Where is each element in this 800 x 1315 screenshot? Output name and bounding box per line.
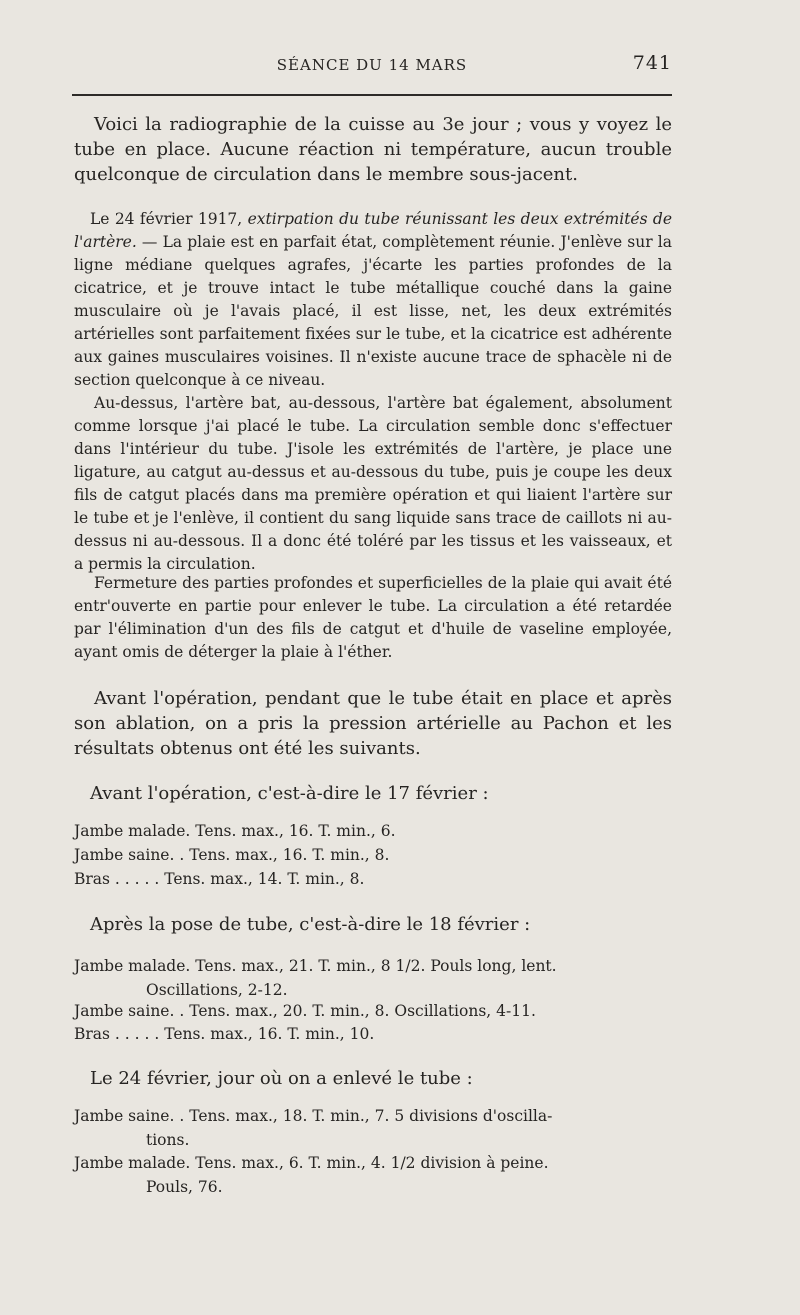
paragraph-extirpation-body: — La plaie est en parfait état, complètement réunie. J'enlève sur la ligne médiane quelques agrafes, j'écarte les parties profondes de la cicatrice, et je trouve intact le tube métallique couché dans la gaine musculaire où je l'avais placé, il est lisse, net, les deux extrémités artérielles sont parfaitement fixées sur le tube, et la cicatrice est adhérente aux gaines musculaires voisines. Il n'existe aucune trace de sphacèle ni de section quelconque à ce niveau. <box>74 233 672 389</box>
page-number: 741 <box>632 52 672 74</box>
paragraph-pressure-intro: Avant l'opération, pendant que le tube était en place et après son ablation, on a pris la pression artérielle au Pachon et les résultats obtenus ont été les suivants. <box>74 688 672 759</box>
section-heading-after-pose: Après la pose de tube, c'est-à-dire le 18 février : <box>90 914 531 935</box>
page-header <box>72 50 672 80</box>
paragraph-pulsation: Au-dessus, l'artère bat, au-dessous, l'artère bat également, absolument comme lorsque j'ai placé le tube. La circulation semble donc s'effectuer dans l'intérieur du tube. J'isole les extrémités de l'artère, je place une ligature, au catgut au-dessus et au-dessous du tube, puis je coupe les deux fils de catgut placés dans ma première opération et qui liaient l'artère sur le tube et je l'enlève, il contient du sang liquide sans trace de caillots ni au-dessus ni au-dessous. Il a donc été toléré par les tissus et les vaisseaux, et a permis la circulation. <box>74 394 672 573</box>
measurement-row: Jambe saine. . Tens. max., 18. T. min., 7. 5 divisions d'oscilla- <box>74 1107 553 1125</box>
measurement-row: Jambe saine. . Tens. max., 16. T. min., 8. <box>74 846 390 864</box>
header-rule <box>72 94 672 96</box>
paragraph-italic-title: extirpation du tube réunissant les deux extrémités de l'artère. <box>74 210 672 251</box>
measurement-row-continuation: Oscillations, 2-12. <box>146 981 288 999</box>
measurement-row-continuation: Pouls, 76. <box>146 1178 223 1196</box>
measurement-row: Bras . . . . . Tens. max., 16. T. min., 10. <box>74 1025 375 1043</box>
measurement-row: Jambe saine. . Tens. max., 20. T. min., 8. Oscillations, 4-11. <box>74 1002 536 1020</box>
paragraph-extirpation <box>74 208 672 392</box>
measurement-row: Jambe malade. Tens. max., 16. T. min., 6. <box>74 822 396 840</box>
paragraph-radiography: Voici la radiographie de la cuisse au 3e jour ; vous y voyez le tube en place. Aucune réaction ni température, aucun trouble quelconque de circulation dans le membre sous-jacent. <box>74 114 672 185</box>
running-title: SÉANCE DU 14 MARS <box>276 56 468 74</box>
paragraph-date: Le 24 février 1917, <box>90 210 248 228</box>
section-heading-before: Avant l'opération, c'est-à-dire le 17 février : <box>90 783 489 804</box>
paragraph-closure: Fermeture des parties profondes et superficielles de la plaie qui avait été entr'ouverte en partie pour enlever le tube. La circulation a été retardée par l'élimination d'un des fils de catgut et d'huile de vaseline employée, ayant omis de déterger la plaie à l'éther. <box>74 574 672 661</box>
section-heading-removal: Le 24 février, jour où on a enlevé le tube : <box>90 1068 473 1089</box>
measurement-row: Bras . . . . . Tens. max., 14. T. min., 8. <box>74 870 365 888</box>
measurement-row-continuation: tions. <box>146 1131 190 1149</box>
measurement-row: Jambe malade. Tens. max., 6. T. min., 4. 1/2 division à peine. <box>74 1154 549 1172</box>
measurement-row: Jambe malade. Tens. max., 21. T. min., 8 1/2. Pouls long, lent. <box>74 957 557 975</box>
